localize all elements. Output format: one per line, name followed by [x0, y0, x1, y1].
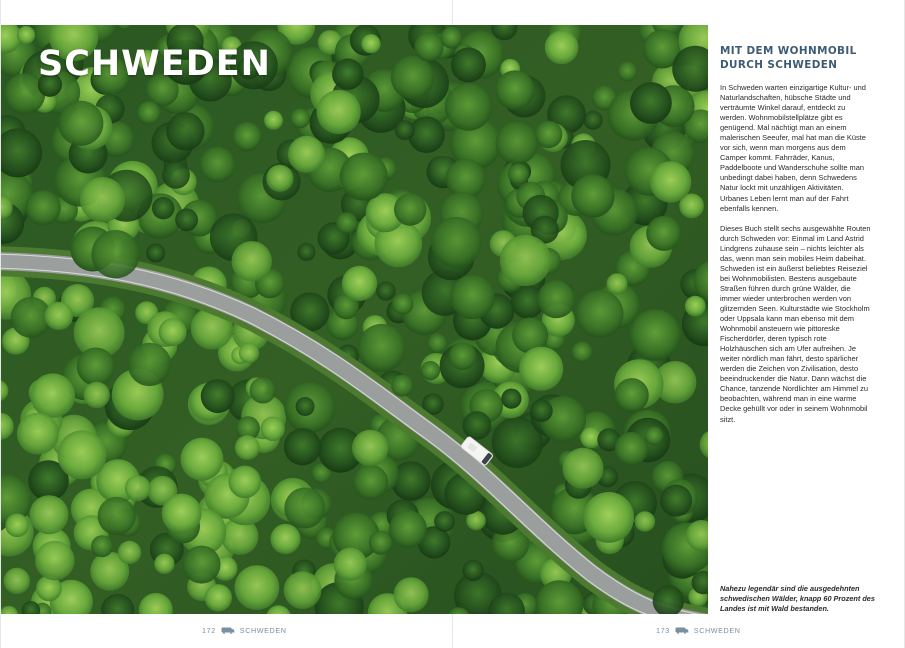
tree-crown — [660, 485, 692, 517]
footer-right — [656, 626, 741, 635]
tree-crown — [125, 475, 151, 501]
tree-crown — [261, 417, 285, 441]
tree-crown — [450, 275, 495, 320]
tree-crown — [25, 190, 60, 225]
tree-crown — [30, 495, 69, 534]
camper-van-icon — [675, 627, 689, 634]
tree-crown — [361, 34, 380, 53]
tree-crown — [583, 111, 602, 130]
tree-crown — [58, 101, 103, 146]
tree-crown — [239, 343, 259, 363]
tree-crown — [615, 432, 649, 466]
tree-crown — [154, 554, 174, 574]
tree-crown — [98, 497, 136, 535]
tree-crown — [395, 120, 415, 140]
article-column — [720, 44, 872, 435]
tree-crown — [463, 411, 492, 440]
tree-crown — [445, 83, 492, 130]
tree-crown — [146, 244, 165, 263]
tree-crown — [342, 266, 377, 301]
tree-crown — [183, 546, 221, 584]
tree-crown — [646, 216, 681, 251]
page-number-left: 172 — [202, 626, 216, 635]
tree-crown — [45, 302, 73, 330]
tree-crown — [358, 324, 406, 372]
tree-crown — [137, 101, 161, 125]
tree-crown — [336, 212, 358, 234]
tree-crown — [618, 62, 638, 82]
tree-crown — [607, 273, 628, 294]
tree-crown — [530, 399, 553, 422]
tree-crown — [91, 230, 139, 278]
tree-crown — [162, 161, 190, 189]
tree-crown — [463, 560, 484, 581]
tree-crown — [391, 375, 413, 397]
tree-crown — [270, 524, 300, 554]
tree-crown — [17, 413, 59, 455]
footer-section-left: SCHWEDEN — [239, 626, 287, 635]
tree-crown — [427, 333, 447, 353]
tree-crown — [414, 32, 443, 61]
tree-crown — [630, 82, 672, 124]
tree-crown — [80, 177, 125, 222]
tree-crown — [376, 281, 395, 300]
tree-crown — [284, 488, 325, 529]
tree-crown — [334, 548, 367, 581]
tree-crown — [91, 535, 113, 557]
article-paragraph-1: In Schweden warten einzigartige Kultur- und Naturlandschaften, hübsche Städte und verträumte Winkel darauf, entdeckt zu werden. Wohnmobilstellplätze gibt es genügend. Mal nächtigt man an einem malerischen Seeufer, mal hat man die Küste vor sich, wenn man morgens aus dem Camper kommt. Fahrräder, Kanus, Paddelboote und Wanderschuhe sollte man unbedingt dabei haben, denn Schwedens Natur lockt mit unzähligen Aktivitäten. Urbanes Leben lernt man auf der Fahrt ebenfalls kennen. — [720, 83, 866, 213]
tree-crown — [352, 430, 388, 466]
tree-crown — [284, 571, 322, 609]
tree-crown — [200, 147, 236, 183]
tree-crown — [340, 153, 388, 201]
tree-crown — [175, 208, 198, 231]
tree-crown — [391, 56, 434, 99]
footer-section-right: SCHWEDEN — [693, 626, 741, 635]
tree-crown — [232, 241, 272, 281]
tree-crown — [535, 121, 563, 149]
tree-crown — [500, 235, 551, 286]
tree-crown — [394, 577, 429, 612]
tree-crown — [495, 70, 534, 109]
article-heading-line2: DURCH SCHWEDEN — [720, 59, 838, 71]
tree-crown — [440, 27, 462, 49]
tree-crown — [644, 426, 663, 445]
footer-left — [202, 626, 287, 635]
page-headline: SCHWEDEN — [38, 44, 271, 84]
tree-crown — [264, 111, 283, 130]
tree-crown — [408, 116, 445, 153]
tree-crown — [431, 217, 482, 268]
tree-crown — [201, 379, 235, 413]
article-heading — [720, 44, 872, 72]
tree-crown — [297, 243, 315, 261]
tree-crown — [84, 382, 110, 408]
tree-crown — [369, 531, 393, 555]
tree-crown — [635, 511, 656, 532]
tree-crown — [233, 122, 262, 151]
aerial-forest-road-photo — [1, 25, 708, 614]
article-paragraph-2: Dieses Buch stellt sechs ausgewählte Routen durch Schweden vor: Einmal im Land Astrid Lindgrens zuhause sein – nichts leichter als das, wenn man sein mobiles Heim dabeihat. Schweden ist ein äußerst beliebtes Reiseziel bei Wohnmobilisten. Bestens ausgebaute Straßen führen durch grüne Wälder, die immer wieder unterbrochen werden von glitzernden Seen. Kulturstädte wie Stockholm oder Uppsala kann man ebenso mit dem Wohnmobil ansteuern wie pittoreske Fischerdörfer, deren typisch rote Holzhäuschen sich am Ufer aufreihen. Je weiter nördlich man fährt, desto spärlicher werden die Zeichen von Zivilisation, desto beeindruckender die Natur. Dann wächst die Chance, tanzende Nordlichter am Himmel zu beobachten, während man in eine warme Decke gehüllt vor oder in seinem Wohnmobil sitzt. — [720, 223, 871, 424]
tree-crown — [563, 448, 604, 489]
tree-crown — [434, 511, 455, 532]
article-heading-line1: MIT DEM WOHNMOBIL — [720, 45, 857, 57]
tree-crown — [296, 397, 315, 416]
tree-crown — [4, 568, 30, 594]
tree-crown — [317, 90, 361, 134]
tree-crown — [77, 348, 115, 386]
tree-crown — [166, 112, 204, 150]
tree-crown — [501, 389, 521, 409]
tree-crown — [288, 136, 325, 173]
tree-crown — [118, 541, 141, 564]
tree-crown — [162, 494, 202, 534]
tree-crown — [250, 377, 276, 403]
tree-crown — [35, 541, 75, 581]
tree-crown — [128, 343, 171, 386]
tree-crown — [571, 342, 592, 363]
tree-crown — [650, 161, 691, 202]
tree-crown — [389, 510, 427, 548]
camper-van-icon — [221, 627, 235, 634]
tree-crown — [508, 164, 529, 185]
tree-crown — [571, 174, 614, 217]
tree-crown — [519, 347, 563, 391]
tree-crown — [266, 165, 293, 192]
photo-caption: Nahezu legendär sind die ausgedehnten schwedischen Wälder, knapp 60 Prozent des Landes ist mit Wald bestanden. — [720, 584, 875, 613]
tree-crown — [205, 584, 232, 611]
tree-crown — [451, 47, 486, 82]
tree-crown — [629, 309, 680, 360]
tree-crown — [615, 378, 649, 412]
tree-crown — [576, 290, 624, 338]
tree-crown — [235, 435, 260, 460]
tree-crown — [5, 514, 29, 538]
tree-crown — [583, 492, 634, 543]
tree-crown — [449, 342, 477, 370]
tree-crown — [392, 293, 413, 314]
tree-crown — [180, 438, 223, 481]
tree-crown — [685, 296, 706, 317]
tree-crown — [421, 361, 440, 380]
tree-crown — [31, 373, 75, 417]
tree-crown — [496, 122, 539, 165]
tree-crown — [152, 197, 174, 219]
tree-crown — [159, 318, 187, 346]
tree-crown — [57, 430, 106, 479]
page-number-right: 173 — [656, 626, 670, 635]
tree-crown — [394, 193, 426, 225]
tree-crown — [229, 466, 262, 499]
tree-crown — [284, 428, 321, 465]
tree-crown — [353, 465, 388, 500]
tree-crown — [290, 108, 310, 128]
tree-crown — [332, 59, 363, 90]
tree-crown — [545, 31, 579, 65]
tree-crown — [17, 26, 35, 44]
tree-crown — [235, 565, 280, 610]
tree-crown — [537, 280, 575, 318]
